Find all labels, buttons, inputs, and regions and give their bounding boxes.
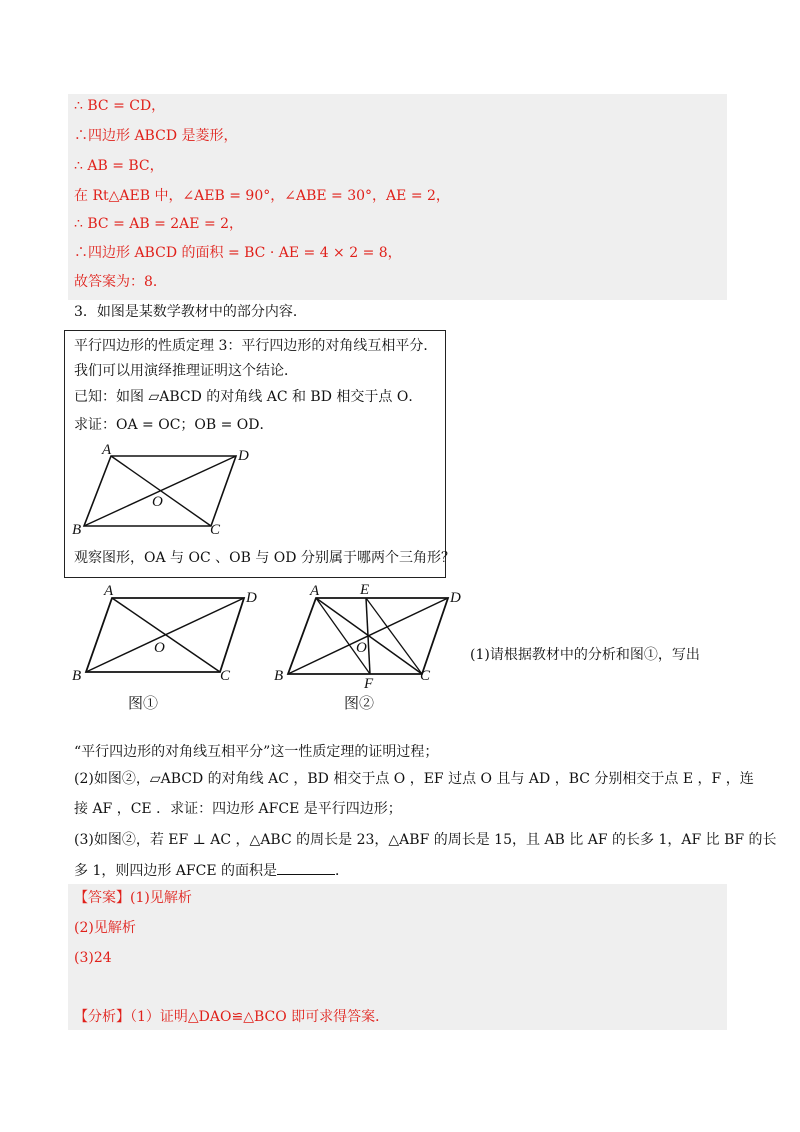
solution-line-4: 在 Rt△AEB 中，∠AEB = 90°，∠ABE = 30°，AE = 2， xyxy=(74,188,450,204)
part-1-start: (1)请根据教材中的分析和图①，写出 xyxy=(470,647,700,663)
fig1-label-b: B xyxy=(72,668,82,684)
analysis-line: 【分析】（1）证明△DAO≌△BCO 即可求得答案． xyxy=(74,1009,390,1025)
answer-line-2: (2)见解析 xyxy=(74,920,136,936)
box-fig-label-c: C xyxy=(210,522,221,538)
fig2-label-f: F xyxy=(364,676,374,690)
fig2-label-d: D xyxy=(450,590,461,606)
box-given: 已知：如图 ▱ABCD 的对角线 AC 和 BD 相交于点 O． xyxy=(74,389,423,405)
part-3-text: 多 1，则四边形 AFCE 的面积是 xyxy=(74,863,278,879)
box-fig-label-a: A xyxy=(102,442,112,458)
solution-line-1: ∴ BC = CD， xyxy=(74,98,166,114)
answer-line-1: 【答案】(1)见解析 xyxy=(74,890,192,906)
figure-2 xyxy=(270,580,470,690)
box-theorem: 平行四边形的性质定理 3：平行四边形的对角线互相平分． xyxy=(74,338,438,354)
solution-line-3: ∴ AB = BC， xyxy=(74,158,164,174)
fig2-label-b: B xyxy=(274,668,284,684)
box-fig-label-o: O xyxy=(152,494,163,510)
part-2-line-1: (2)如图②，▱ABCD 的对角线 AC ，BD 相交于点 O ，EF 过点 O 且与 AD ，BC 分别相交于点 E ，F ，连 xyxy=(74,771,754,787)
fig2-label-o: O xyxy=(356,640,367,656)
fig1-label-c: C xyxy=(220,668,231,684)
box-observe: 观察图形，OA 与 OC 、OB 与 OD 分别属于哪两个三角形？ xyxy=(74,550,455,566)
part-3-line-1: (3)如图②，若 EF ⊥ AC ，△ABC 的周长是 23，△ABF 的周长是 15，且 AB 比 AF 的长多 1，AF 比 BF 的长 xyxy=(74,832,777,848)
box-fig-label-b: B xyxy=(72,522,82,538)
fig2-label-a: A xyxy=(310,583,320,599)
figure-1 xyxy=(68,580,268,685)
question-3-intro: 3．如图是某数学教材中的部分内容． xyxy=(74,304,307,320)
part-2-line-2: 接 AF ，CE ．求证：四边形 AFCE 是平行四边形； xyxy=(74,801,402,817)
box-fig-label-d: D xyxy=(238,448,249,464)
part-1-continuation: “平行四边形的对角线互相平分”这一性质定理的证明过程； xyxy=(74,744,439,760)
part-3-period: ． xyxy=(335,863,350,879)
fig2-label-c: C xyxy=(420,668,431,684)
solution-line-2: ∴四边形 ABCD 是菱形， xyxy=(74,128,238,144)
answer-blank xyxy=(277,860,335,875)
fig1-label-d: D xyxy=(246,590,257,606)
figure-2-caption: 图② xyxy=(344,694,375,712)
solution-line-7: 故答案为：8． xyxy=(74,274,167,290)
solution-line-5: ∴ BC = AB = 2AE = 2， xyxy=(74,216,244,232)
box-parallelogram-figure xyxy=(66,440,266,540)
box-prove: 求证：OA = OC；OB = OD． xyxy=(74,417,274,433)
answer-line-3: (3)24 xyxy=(74,950,112,966)
fig1-label-a: A xyxy=(104,583,114,599)
box-proof-intro: 我们可以用演绎推理证明这个结论． xyxy=(74,363,298,379)
figure-1-caption: 图① xyxy=(128,694,159,712)
solution-line-6: ∴四边形 ABCD 的面积 = BC · AE = 4 × 2 = 8， xyxy=(74,245,402,261)
part-3-line-2 xyxy=(74,860,349,881)
fig2-label-e: E xyxy=(360,582,370,598)
fig1-label-o: O xyxy=(154,640,165,656)
